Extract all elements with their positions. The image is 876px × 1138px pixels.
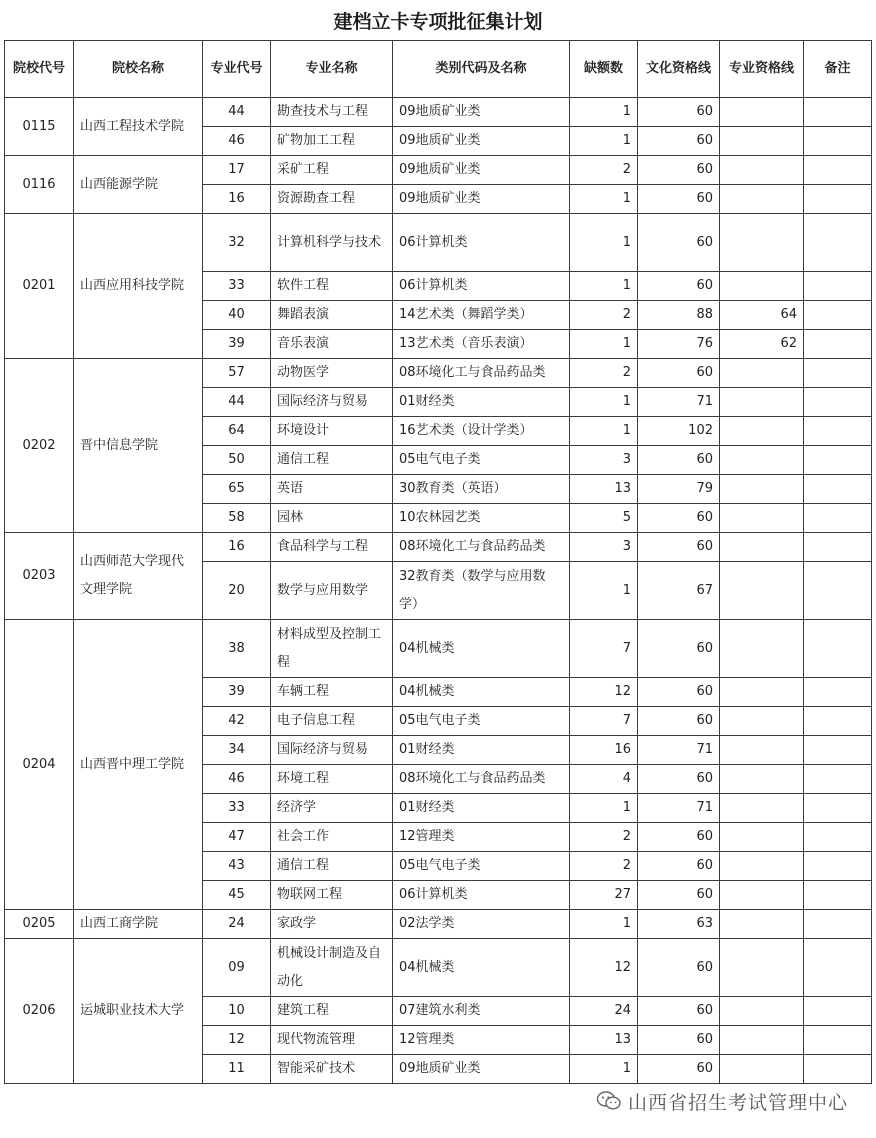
major-line-cell	[720, 1026, 804, 1055]
category-cell: 13艺术类（音乐表演）	[393, 330, 570, 359]
remarks-cell	[804, 1055, 872, 1084]
major-code-cell: 39	[203, 330, 271, 359]
major-line-cell	[720, 156, 804, 185]
culture-line-cell: 60	[638, 707, 720, 736]
major-line-cell	[720, 272, 804, 301]
major-code-cell: 46	[203, 765, 271, 794]
school-code-cell: 0116	[5, 156, 74, 214]
remarks-cell	[804, 98, 872, 127]
major-code-cell: 16	[203, 533, 271, 562]
major-name-cell: 电子信息工程	[271, 707, 393, 736]
category-cell: 09地质矿业类	[393, 98, 570, 127]
major-name-cell: 环境设计	[271, 417, 393, 446]
culture-line-cell: 60	[638, 272, 720, 301]
header-major-line: 专业资格线	[720, 41, 804, 98]
category-cell: 09地质矿业类	[393, 156, 570, 185]
major-code-cell: 10	[203, 997, 271, 1026]
remarks-cell	[804, 794, 872, 823]
major-line-cell	[720, 388, 804, 417]
culture-line-cell: 60	[638, 620, 720, 678]
major-line-cell	[720, 359, 804, 388]
major-code-cell: 20	[203, 562, 271, 620]
school-name-cell: 山西应用科技学院	[74, 214, 203, 359]
vacancies-cell: 7	[570, 707, 638, 736]
major-code-cell: 46	[203, 127, 271, 156]
remarks-cell	[804, 504, 872, 533]
major-name-cell: 社会工作	[271, 823, 393, 852]
table-row	[5, 156, 872, 185]
major-name-cell: 智能采矿技术	[271, 1055, 393, 1084]
school-code-cell: 0204	[5, 620, 74, 910]
major-code-cell: 39	[203, 678, 271, 707]
header-major-name: 专业名称	[271, 41, 393, 98]
culture-line-cell: 71	[638, 794, 720, 823]
category-cell: 09地质矿业类	[393, 127, 570, 156]
remarks-cell	[804, 388, 872, 417]
major-line-cell	[720, 910, 804, 939]
major-name-cell: 通信工程	[271, 852, 393, 881]
major-name-cell: 矿物加工工程	[271, 127, 393, 156]
major-line-cell	[720, 678, 804, 707]
culture-line-cell: 60	[638, 678, 720, 707]
major-name-cell: 材料成型及控制工程	[271, 620, 393, 678]
major-line-cell	[720, 823, 804, 852]
vacancies-cell: 1	[570, 910, 638, 939]
category-cell: 08环境化工与食品药品类	[393, 765, 570, 794]
remarks-cell	[804, 214, 872, 272]
major-name-cell: 通信工程	[271, 446, 393, 475]
major-name-cell: 车辆工程	[271, 678, 393, 707]
culture-line-cell: 71	[638, 736, 720, 765]
major-code-cell: 44	[203, 388, 271, 417]
major-code-cell: 64	[203, 417, 271, 446]
header-school-code: 院校代号	[5, 41, 74, 98]
table-row	[5, 620, 872, 678]
vacancies-cell: 1	[570, 417, 638, 446]
culture-line-cell: 60	[638, 997, 720, 1026]
vacancies-cell: 1	[570, 185, 638, 214]
major-name-cell: 食品科学与工程	[271, 533, 393, 562]
vacancies-cell: 4	[570, 765, 638, 794]
remarks-cell	[804, 475, 872, 504]
category-cell: 01财经类	[393, 736, 570, 765]
remarks-cell	[804, 301, 872, 330]
school-code-cell: 0201	[5, 214, 74, 359]
culture-line-cell: 88	[638, 301, 720, 330]
header-culture-line: 文化资格线	[638, 41, 720, 98]
major-code-cell: 38	[203, 620, 271, 678]
culture-line-cell: 76	[638, 330, 720, 359]
major-name-cell: 采矿工程	[271, 156, 393, 185]
culture-line-cell: 60	[638, 156, 720, 185]
school-name-cell: 山西晋中理工学院	[74, 620, 203, 910]
major-code-cell: 11	[203, 1055, 271, 1084]
major-name-cell: 动物医学	[271, 359, 393, 388]
culture-line-cell: 60	[638, 1055, 720, 1084]
major-line-cell	[720, 504, 804, 533]
major-name-cell: 建筑工程	[271, 997, 393, 1026]
vacancies-cell: 2	[570, 852, 638, 881]
remarks-cell	[804, 272, 872, 301]
table-row	[5, 98, 872, 127]
table-header-row	[5, 41, 872, 98]
school-code-cell: 0115	[5, 98, 74, 156]
major-name-cell: 国际经济与贸易	[271, 388, 393, 417]
culture-line-cell: 60	[638, 1026, 720, 1055]
major-line-cell: 62	[720, 330, 804, 359]
header-category: 类别代码及名称	[393, 41, 570, 98]
remarks-cell	[804, 939, 872, 997]
major-name-cell: 音乐表演	[271, 330, 393, 359]
vacancies-cell: 27	[570, 881, 638, 910]
major-line-cell	[720, 98, 804, 127]
header-vacancies: 缺额数	[570, 41, 638, 98]
remarks-cell	[804, 330, 872, 359]
major-name-cell: 计算机科学与技术	[271, 214, 393, 272]
major-code-cell: 33	[203, 794, 271, 823]
header-remarks: 备注	[804, 41, 872, 98]
major-name-cell: 经济学	[271, 794, 393, 823]
vacancies-cell: 3	[570, 533, 638, 562]
school-code-cell: 0206	[5, 939, 74, 1084]
major-name-cell: 数学与应用数学	[271, 562, 393, 620]
remarks-cell	[804, 620, 872, 678]
major-name-cell: 环境工程	[271, 765, 393, 794]
culture-line-cell: 60	[638, 504, 720, 533]
culture-line-cell: 60	[638, 446, 720, 475]
category-cell: 04机械类	[393, 678, 570, 707]
culture-line-cell: 60	[638, 852, 720, 881]
culture-line-cell: 102	[638, 417, 720, 446]
culture-line-cell: 63	[638, 910, 720, 939]
major-line-cell	[720, 997, 804, 1026]
culture-line-cell: 71	[638, 388, 720, 417]
enrollment-plan-table	[4, 40, 872, 1084]
vacancies-cell: 16	[570, 736, 638, 765]
table-row	[5, 533, 872, 562]
major-code-cell: 43	[203, 852, 271, 881]
remarks-cell	[804, 852, 872, 881]
category-cell: 32教育类（数学与应用数学）	[393, 562, 570, 620]
category-cell: 06计算机类	[393, 272, 570, 301]
remarks-cell	[804, 533, 872, 562]
remarks-cell	[804, 736, 872, 765]
vacancies-cell: 1	[570, 127, 638, 156]
remarks-cell	[804, 823, 872, 852]
vacancies-cell: 7	[570, 620, 638, 678]
category-cell: 30教育类（英语）	[393, 475, 570, 504]
culture-line-cell: 60	[638, 765, 720, 794]
remarks-cell	[804, 562, 872, 620]
school-code-cell: 0203	[5, 533, 74, 620]
major-line-cell	[720, 852, 804, 881]
school-name-cell: 山西能源学院	[74, 156, 203, 214]
category-cell: 09地质矿业类	[393, 185, 570, 214]
table-row	[5, 359, 872, 388]
vacancies-cell: 1	[570, 214, 638, 272]
major-code-cell: 40	[203, 301, 271, 330]
vacancies-cell: 1	[570, 330, 638, 359]
category-cell: 06计算机类	[393, 881, 570, 910]
major-code-cell: 16	[203, 185, 271, 214]
major-code-cell: 34	[203, 736, 271, 765]
major-name-cell: 国际经济与贸易	[271, 736, 393, 765]
category-cell: 05电气电子类	[393, 707, 570, 736]
major-name-cell: 英语	[271, 475, 393, 504]
watermark	[596, 1086, 848, 1116]
culture-line-cell: 60	[638, 359, 720, 388]
major-name-cell: 舞蹈表演	[271, 301, 393, 330]
major-code-cell: 57	[203, 359, 271, 388]
vacancies-cell: 24	[570, 997, 638, 1026]
category-cell: 01财经类	[393, 794, 570, 823]
header-school-name: 院校名称	[74, 41, 203, 98]
major-line-cell	[720, 707, 804, 736]
major-code-cell: 58	[203, 504, 271, 533]
major-line-cell	[720, 736, 804, 765]
wechat-icon	[596, 1090, 622, 1112]
major-line-cell	[720, 939, 804, 997]
school-name-cell: 运城职业技术大学	[74, 939, 203, 1084]
culture-line-cell: 79	[638, 475, 720, 504]
school-name-cell: 山西工程技术学院	[74, 98, 203, 156]
remarks-cell	[804, 881, 872, 910]
major-code-cell: 45	[203, 881, 271, 910]
header-major-code: 专业代号	[203, 41, 271, 98]
table-row	[5, 939, 872, 997]
vacancies-cell: 13	[570, 475, 638, 504]
table-row	[5, 910, 872, 939]
remarks-cell	[804, 910, 872, 939]
major-line-cell	[720, 794, 804, 823]
major-code-cell: 44	[203, 98, 271, 127]
major-line-cell	[720, 417, 804, 446]
culture-line-cell: 67	[638, 562, 720, 620]
major-line-cell	[720, 475, 804, 504]
vacancies-cell: 1	[570, 562, 638, 620]
vacancies-cell: 1	[570, 388, 638, 417]
major-line-cell	[720, 127, 804, 156]
major-code-cell: 17	[203, 156, 271, 185]
remarks-cell	[804, 997, 872, 1026]
category-cell: 14艺术类（舞蹈学类）	[393, 301, 570, 330]
major-line-cell	[720, 446, 804, 475]
vacancies-cell: 1	[570, 794, 638, 823]
school-name-cell: 晋中信息学院	[74, 359, 203, 533]
category-cell: 12管理类	[393, 823, 570, 852]
vacancies-cell: 1	[570, 98, 638, 127]
remarks-cell	[804, 417, 872, 446]
remarks-cell	[804, 127, 872, 156]
major-code-cell: 42	[203, 707, 271, 736]
remarks-cell	[804, 678, 872, 707]
culture-line-cell: 60	[638, 939, 720, 997]
culture-line-cell: 60	[638, 127, 720, 156]
culture-line-cell: 60	[638, 214, 720, 272]
vacancies-cell: 1	[570, 1055, 638, 1084]
major-name-cell: 家政学	[271, 910, 393, 939]
remarks-cell	[804, 446, 872, 475]
major-line-cell	[720, 214, 804, 272]
culture-line-cell: 60	[638, 881, 720, 910]
major-line-cell: 64	[720, 301, 804, 330]
remarks-cell	[804, 1026, 872, 1055]
major-code-cell: 65	[203, 475, 271, 504]
category-cell: 08环境化工与食品药品类	[393, 533, 570, 562]
culture-line-cell: 60	[638, 98, 720, 127]
major-code-cell: 50	[203, 446, 271, 475]
category-cell: 01财经类	[393, 388, 570, 417]
major-code-cell: 09	[203, 939, 271, 997]
major-code-cell: 33	[203, 272, 271, 301]
school-name-cell: 山西工商学院	[74, 910, 203, 939]
watermark-text: 山西省招生考试管理中心	[627, 1091, 848, 1114]
category-cell: 09地质矿业类	[393, 1055, 570, 1084]
major-name-cell: 园林	[271, 504, 393, 533]
category-cell: 02法学类	[393, 910, 570, 939]
vacancies-cell: 13	[570, 1026, 638, 1055]
vacancies-cell: 5	[570, 504, 638, 533]
page-title: 建档立卡专项批征集计划	[333, 11, 543, 33]
major-code-cell: 24	[203, 910, 271, 939]
vacancies-cell: 2	[570, 301, 638, 330]
major-line-cell	[720, 533, 804, 562]
major-code-cell: 12	[203, 1026, 271, 1055]
school-code-cell: 0205	[5, 910, 74, 939]
major-line-cell	[720, 881, 804, 910]
major-name-cell: 勘查技术与工程	[271, 98, 393, 127]
major-line-cell	[720, 620, 804, 678]
category-cell: 04机械类	[393, 939, 570, 997]
category-cell: 06计算机类	[393, 214, 570, 272]
vacancies-cell: 1	[570, 272, 638, 301]
remarks-cell	[804, 765, 872, 794]
major-code-cell: 32	[203, 214, 271, 272]
vacancies-cell: 2	[570, 156, 638, 185]
category-cell: 04机械类	[393, 620, 570, 678]
vacancies-cell: 2	[570, 359, 638, 388]
culture-line-cell: 60	[638, 185, 720, 214]
school-name-cell: 山西师范大学现代文理学院	[74, 533, 203, 620]
remarks-cell	[804, 359, 872, 388]
table-body	[5, 98, 872, 1084]
remarks-cell	[804, 185, 872, 214]
culture-line-cell: 60	[638, 533, 720, 562]
vacancies-cell: 3	[570, 446, 638, 475]
school-code-cell: 0202	[5, 359, 74, 533]
remarks-cell	[804, 707, 872, 736]
remarks-cell	[804, 156, 872, 185]
major-name-cell: 软件工程	[271, 272, 393, 301]
vacancies-cell: 12	[570, 939, 638, 997]
major-line-cell	[720, 185, 804, 214]
category-cell: 05电气电子类	[393, 446, 570, 475]
culture-line-cell: 60	[638, 823, 720, 852]
category-cell: 05电气电子类	[393, 852, 570, 881]
table-row	[5, 214, 872, 272]
major-line-cell	[720, 1055, 804, 1084]
vacancies-cell: 2	[570, 823, 638, 852]
major-name-cell: 现代物流管理	[271, 1026, 393, 1055]
major-name-cell: 机械设计制造及自动化	[271, 939, 393, 997]
major-line-cell	[720, 765, 804, 794]
category-cell: 16艺术类（设计学类）	[393, 417, 570, 446]
category-cell: 10农林园艺类	[393, 504, 570, 533]
category-cell: 12管理类	[393, 1026, 570, 1055]
major-name-cell: 资源勘查工程	[271, 185, 393, 214]
major-line-cell	[720, 562, 804, 620]
vacancies-cell: 12	[570, 678, 638, 707]
major-code-cell: 47	[203, 823, 271, 852]
category-cell: 08环境化工与食品药品类	[393, 359, 570, 388]
major-name-cell: 物联网工程	[271, 881, 393, 910]
category-cell: 07建筑水利类	[393, 997, 570, 1026]
